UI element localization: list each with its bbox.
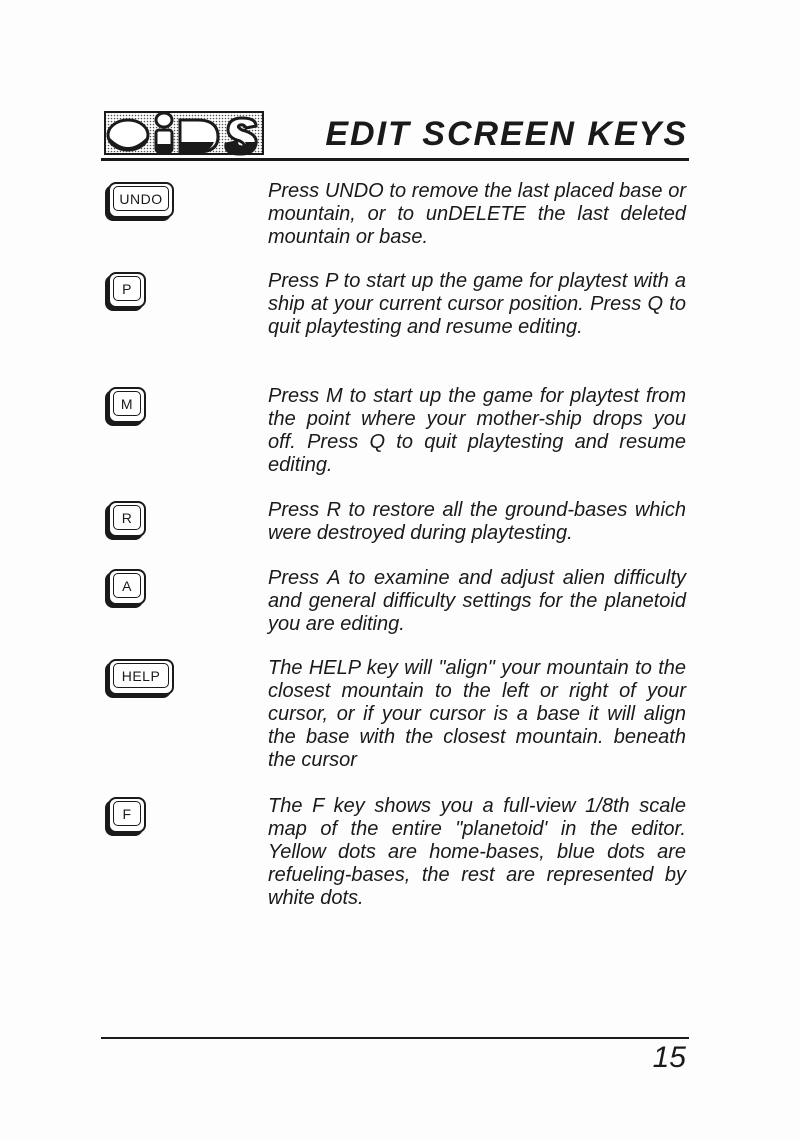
m-key-icon — [108, 387, 146, 423]
undo-key-icon — [108, 182, 174, 218]
key-label: P — [113, 276, 141, 301]
key-label: A — [113, 573, 141, 598]
key-label: UNDO — [113, 186, 169, 211]
key-description: Press P to start up the game for playtest with a ship at your current cursor position. Press Q to quit playtesting and resume editing. — [268, 270, 686, 338]
r-key-icon — [108, 501, 146, 537]
help-key-icon — [108, 659, 174, 695]
key-description: Press M to start up the game for playtest from the point where your mother-ship drops you off. Press Q to quit playtesting and resume editing. — [268, 385, 686, 476]
key-description: Press A to examine and adjust alien difficulty and general difficulty settings for the planetoid you are editing. — [268, 567, 686, 635]
key-description: The F key shows you a full-view 1/8th scale map of the entire "planetoid' in the editor. Yellow dots are home-bases, blue dots are refueling-bases, the rest are represented by white dots. — [268, 795, 686, 909]
a-key-icon — [108, 569, 146, 605]
page-title: EDIT SCREEN KEYS — [325, 115, 688, 153]
key-description: The HELP key will "align" your mountain to the closest mountain to the left or right of your cursor, or if your cursor is a base it will align the base with the closest mountain. beneath the cursor — [268, 657, 686, 771]
key-description: Press UNDO to remove the last placed base or mountain, or to unDELETE the last deleted mountain or base. — [268, 180, 686, 248]
footer-divider — [101, 1037, 689, 1039]
page-number: 15 — [652, 1041, 686, 1074]
oids-logo-icon — [104, 108, 264, 158]
p-key-icon — [108, 272, 146, 308]
key-description: Press R to restore all the ground-bases which were destroyed during playtesting. — [268, 499, 686, 544]
key-label: F — [113, 801, 141, 826]
key-label: M — [113, 391, 141, 416]
header-divider — [101, 158, 689, 161]
f-key-icon — [108, 797, 146, 833]
key-label: HELP — [113, 663, 169, 688]
key-label: R — [113, 505, 141, 530]
